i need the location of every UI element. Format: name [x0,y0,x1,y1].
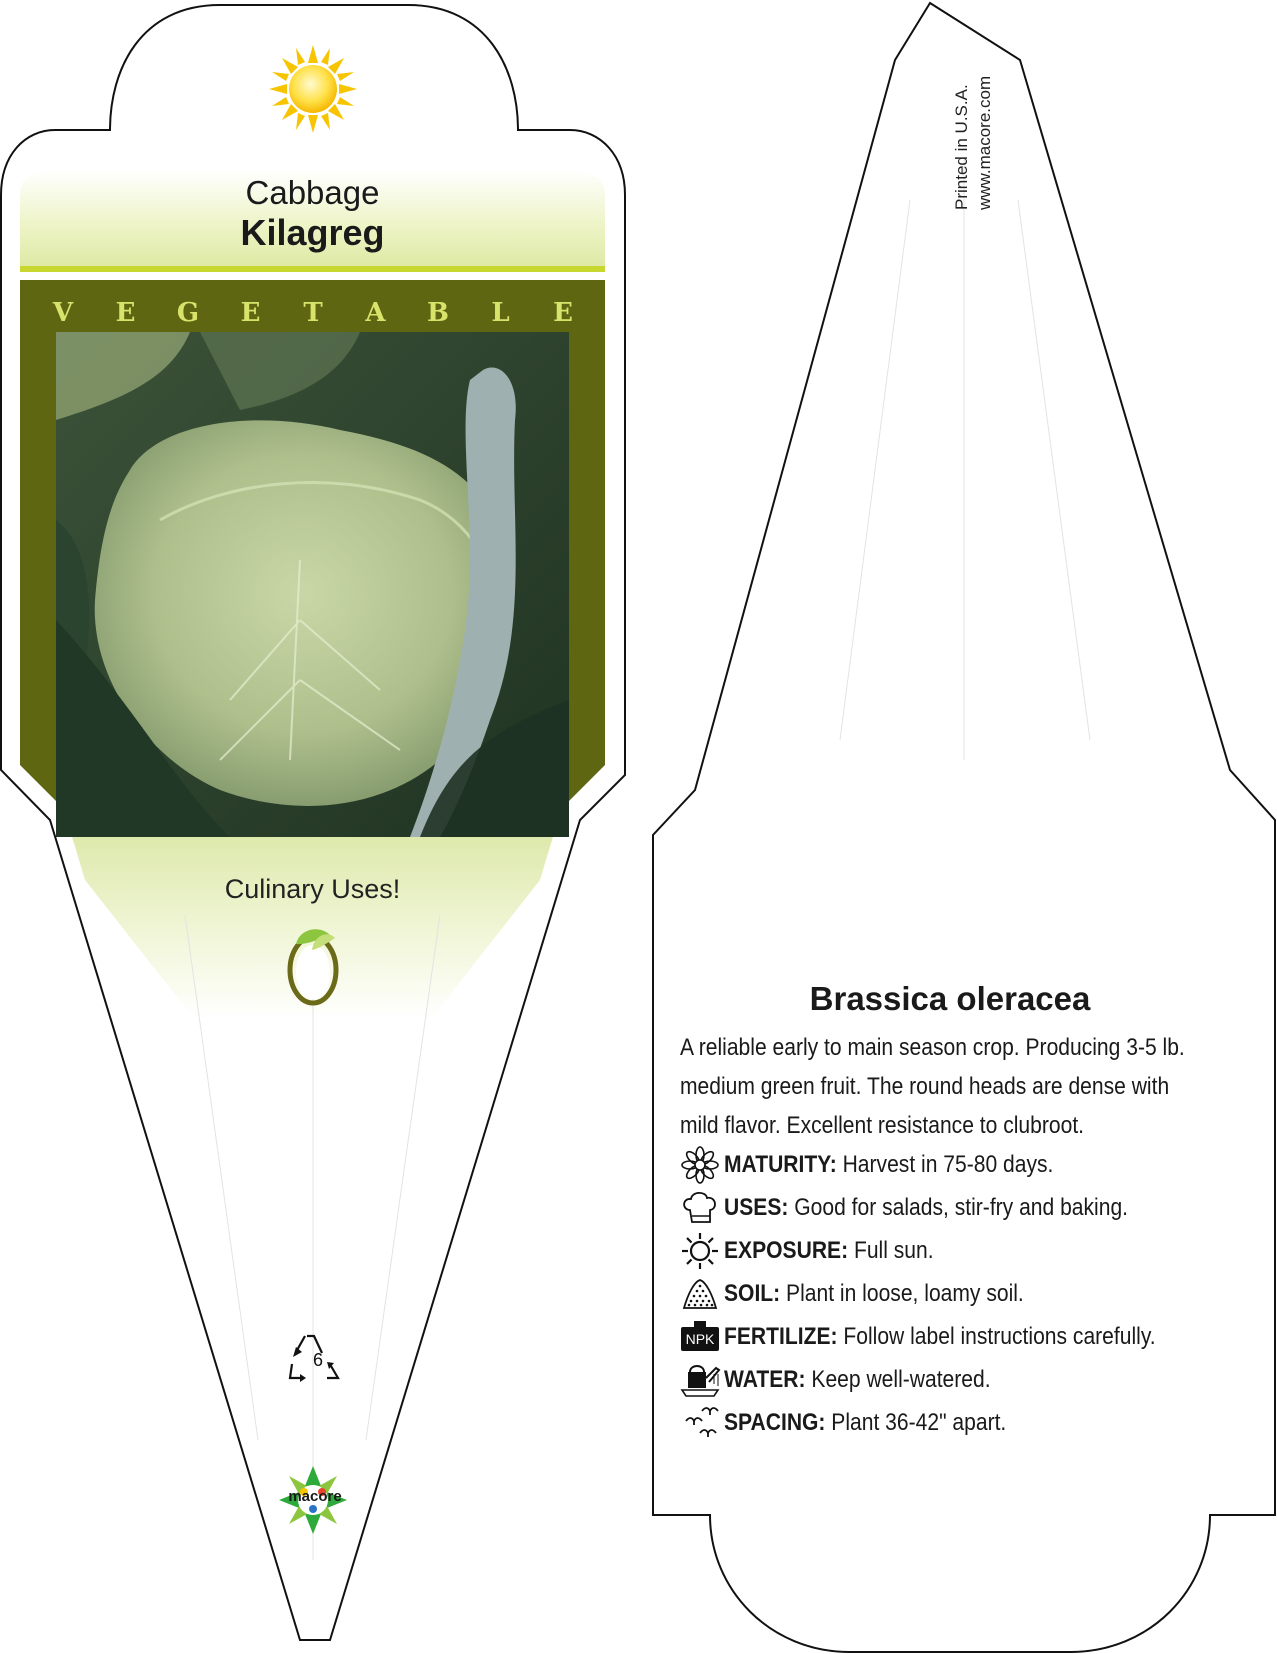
attr-key: FERTILIZE: [724,1323,838,1350]
attr-key: USES: [724,1194,789,1221]
description [680,1028,1185,1145]
category-letter: E [240,298,261,328]
attr-key: SPACING: [724,1409,826,1436]
category-letter: L [491,298,510,328]
title-variety: Kilagreg [240,212,385,253]
attr-key: MATURITY: [724,1151,837,1178]
print-note-line: www.macore.com [975,75,994,210]
attr-fertilize [680,1317,1226,1357]
sun-icon [680,1231,724,1271]
attr-spacing [680,1403,1052,1443]
category-letter: T [303,298,323,328]
attr-value: Plant in loose, loamy soil. [780,1280,1024,1307]
watering-can-icon [680,1360,724,1400]
recycle-number: 6 [312,1350,323,1370]
print-note-line: Printed in U.S.A. [952,84,971,210]
attr-uses [680,1188,1194,1228]
attr-value: Keep well-watered. [805,1366,991,1393]
logo-text: macore [288,1488,342,1505]
seedlings-icon [680,1403,724,1443]
category-letter: B [427,298,449,328]
attr-value: Follow label instructions carefully. [837,1323,1156,1350]
description-line: medium green fruit. The round heads are dense with [680,1073,1170,1100]
soil-icon [680,1274,724,1314]
category-letter: G [176,298,200,328]
attr-value: Plant 36-42" apart. [825,1409,1007,1436]
npk-label: NPK [681,1327,719,1351]
category-letter: E [115,298,136,328]
npk-icon [680,1317,724,1357]
flower-icon [680,1145,724,1185]
attr-key: SOIL: [724,1280,781,1307]
tagline: Culinary Uses! [224,874,401,904]
attr-soil [680,1274,1073,1314]
attr-maturity [680,1145,1107,1185]
category-letter: E [553,298,573,328]
category-letter: V [52,298,74,328]
attr-key: EXPOSURE: [724,1237,849,1264]
attr-exposure [680,1231,968,1271]
category-letter: A [365,298,386,328]
print-note [950,30,996,210]
attr-water [680,1360,1034,1400]
title-common: Cabbage [245,174,380,211]
attr-value: Full sun. [848,1237,934,1264]
chef-hat-icon [680,1188,724,1228]
attr-key: WATER: [724,1366,806,1393]
category-label [48,298,578,328]
attr-value: Harvest in 75-80 days. [836,1151,1054,1178]
attr-value: Good for salads, stir-fry and baking. [788,1194,1129,1221]
scientific-name: Brassica oleracea [809,980,1091,1017]
description-line: mild flavor. Excellent resistance to clubroot. [680,1112,1085,1139]
description-line: A reliable early to main season crop. Producing 3-5 lb. [680,1034,1185,1061]
